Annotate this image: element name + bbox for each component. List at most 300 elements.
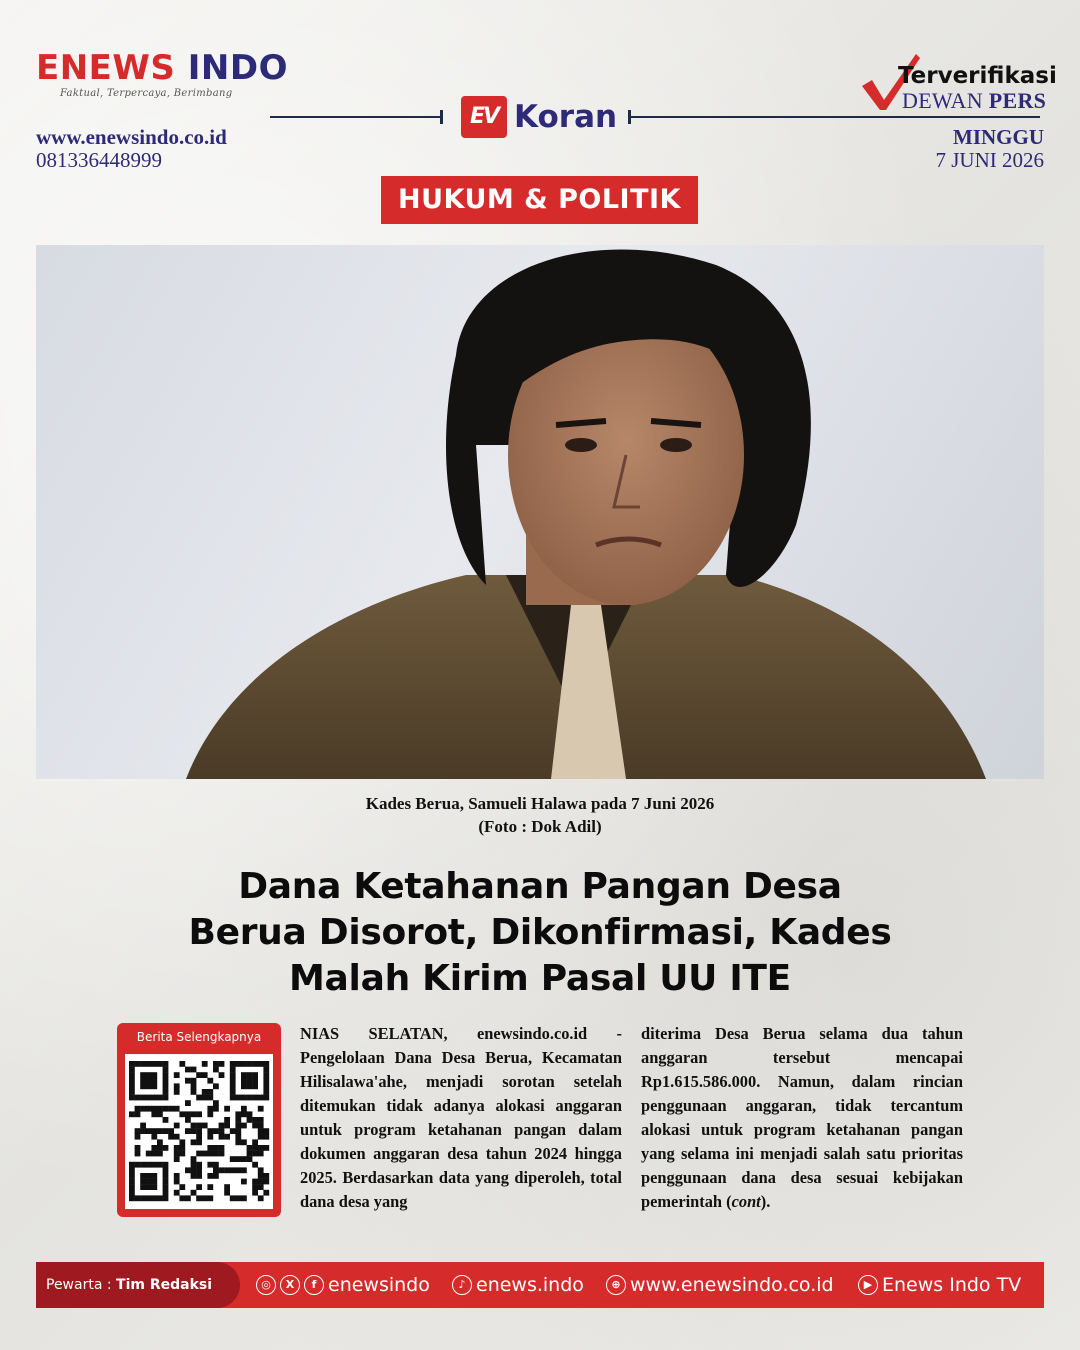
qr-module: [129, 1089, 135, 1095]
qr-module: [202, 1089, 208, 1095]
qr-module: [213, 1173, 219, 1179]
qr-module: [191, 1123, 197, 1129]
header-rule-cap-left: [440, 110, 443, 124]
qr-module: [252, 1072, 258, 1078]
qr-module: [163, 1173, 169, 1179]
qr-module: [179, 1151, 185, 1157]
qr-module: [140, 1179, 146, 1185]
qr-module: [207, 1078, 213, 1084]
qr-module: [202, 1072, 208, 1078]
qr-module: [196, 1072, 202, 1078]
byline-label: Pewarta :: [46, 1277, 117, 1293]
qr-module: [263, 1128, 269, 1134]
qr-module: [174, 1173, 180, 1179]
youtube-icon[interactable]: ▶: [858, 1275, 878, 1295]
qr-module: [185, 1167, 191, 1173]
qr-code-icon[interactable]: [125, 1054, 273, 1209]
qr-module: [146, 1072, 152, 1078]
qr-module: [241, 1195, 247, 1201]
qr-module: [135, 1111, 141, 1117]
ev-logo-icon: EV: [461, 96, 507, 138]
qr-module: [247, 1083, 253, 1089]
qr-module: [174, 1134, 180, 1140]
qr-module: [174, 1156, 180, 1162]
qr-module: [207, 1151, 213, 1157]
qr-module: [135, 1151, 141, 1157]
qr-module: [151, 1134, 157, 1140]
qr-module: [146, 1151, 152, 1157]
column2-end: ).: [760, 1192, 771, 1211]
qr-module: [151, 1195, 157, 1201]
qr-module: [151, 1173, 157, 1179]
x-icon[interactable]: X: [280, 1275, 300, 1295]
qr-module: [157, 1095, 163, 1101]
qr-module: [129, 1095, 135, 1101]
qr-module: [258, 1128, 264, 1134]
day-text: MINGGU: [953, 125, 1044, 149]
qr-module: [185, 1128, 191, 1134]
qr-module: [196, 1167, 202, 1173]
header-rule-right: [630, 116, 1040, 118]
qr-module: [207, 1111, 213, 1117]
qr-module: [146, 1195, 152, 1201]
qr-module: [247, 1078, 253, 1084]
qr-module: [252, 1145, 258, 1151]
qr-module: [258, 1134, 264, 1140]
qr-module: [163, 1195, 169, 1201]
qr-module: [258, 1095, 264, 1101]
qr-module: [258, 1145, 264, 1151]
qr-module: [241, 1083, 247, 1089]
qr-module: [230, 1089, 236, 1095]
youtube-name[interactable]: Enews Indo TV: [882, 1274, 1022, 1296]
qr-module: [241, 1095, 247, 1101]
qr-module: [135, 1128, 141, 1134]
qr-module: [224, 1167, 230, 1173]
qr-module: [163, 1162, 169, 1168]
qr-module: [191, 1190, 197, 1196]
qr-module: [163, 1190, 169, 1196]
qr-module: [258, 1184, 264, 1190]
qr-module: [174, 1106, 180, 1112]
qr-module: [241, 1111, 247, 1117]
qr-module: [163, 1067, 169, 1073]
qr-module: [163, 1179, 169, 1185]
qr-module: [230, 1195, 236, 1201]
qr-module: [151, 1095, 157, 1101]
qr-module: [163, 1167, 169, 1173]
qr-module: [235, 1095, 241, 1101]
qr-module: [258, 1061, 264, 1067]
qr-module: [151, 1083, 157, 1089]
footer-web[interactable]: www.enewsindo.co.id: [630, 1274, 834, 1296]
qr-module: [135, 1095, 141, 1101]
qr-module: [129, 1184, 135, 1190]
qr-module: [241, 1061, 247, 1067]
qr-module: [219, 1061, 225, 1067]
qr-module: [191, 1156, 197, 1162]
column2-cont: cont: [731, 1192, 761, 1211]
qr-module: [263, 1067, 269, 1073]
qr-module: [163, 1061, 169, 1067]
qr-module: [247, 1095, 253, 1101]
qr-module: [174, 1089, 180, 1095]
qr-module: [258, 1117, 264, 1123]
qr-module: [146, 1179, 152, 1185]
press-council-label: [902, 88, 1046, 114]
qr-module: [252, 1190, 258, 1196]
qr-module: [247, 1061, 253, 1067]
qr-module: [235, 1061, 241, 1067]
qr-module: [263, 1072, 269, 1078]
qr-module: [202, 1095, 208, 1101]
qr-module: [185, 1078, 191, 1084]
qr-module: [241, 1078, 247, 1084]
qr-label: Berita Selengkapnya: [136, 1030, 262, 1044]
qr-module: [146, 1106, 152, 1112]
qr-module: [263, 1089, 269, 1095]
qr-module: [224, 1134, 230, 1140]
qr-module: [247, 1111, 253, 1117]
qr-module: [241, 1072, 247, 1078]
qr-module: [179, 1145, 185, 1151]
qr-module: [219, 1128, 225, 1134]
qr-module: [174, 1151, 180, 1157]
qr-module: [140, 1184, 146, 1190]
headline: [60, 864, 1020, 1002]
qr-module: [196, 1162, 202, 1168]
qr-module: [202, 1061, 208, 1067]
article-column-2: [641, 1022, 963, 1214]
qr-module: [241, 1156, 247, 1162]
qr-module: [235, 1111, 241, 1117]
qr-module: [196, 1195, 202, 1201]
qr-module: [252, 1083, 258, 1089]
qr-module: [219, 1145, 225, 1151]
qr-module: [247, 1072, 253, 1078]
qr-module: [174, 1123, 180, 1129]
qr-module: [140, 1106, 146, 1112]
qr-module: [140, 1078, 146, 1084]
qr-module: [135, 1195, 141, 1201]
social-links[interactable]: [256, 1262, 430, 1308]
qr-module: [235, 1167, 241, 1173]
qr-module: [163, 1089, 169, 1095]
qr-module: [241, 1123, 247, 1129]
qr-module: [135, 1134, 141, 1140]
qr-module: [263, 1190, 269, 1196]
qr-module: [258, 1167, 264, 1173]
qr-module: [129, 1162, 135, 1168]
website-text: www.enewsindo.co.id: [36, 125, 227, 149]
qr-module: [174, 1179, 180, 1185]
qr-module: [196, 1095, 202, 1101]
qr-module: [146, 1083, 152, 1089]
qr-module: [230, 1083, 236, 1089]
qr-module: [157, 1151, 163, 1157]
qr-module: [140, 1123, 146, 1129]
qr-module: [151, 1061, 157, 1067]
headline-line2: Berua Disorot, Dikonfirmasi, Kades: [188, 912, 892, 953]
tiktok-link[interactable]: [452, 1262, 584, 1308]
qr-module: [185, 1195, 191, 1201]
qr-module: [174, 1083, 180, 1089]
qr-module: [230, 1078, 236, 1084]
headline-line1: Dana Ketahanan Pangan Desa: [238, 866, 842, 907]
qr-module: [263, 1134, 269, 1140]
qr-module: [179, 1111, 185, 1117]
qr-module: [129, 1083, 135, 1089]
council-part2: PERS: [988, 88, 1047, 113]
qr-module: [129, 1111, 135, 1117]
qr-module: [213, 1162, 219, 1168]
qr-module: [252, 1139, 258, 1145]
qr-module: [263, 1145, 269, 1151]
qr-module: [258, 1173, 264, 1179]
byline-name: Tim Redaksi: [116, 1277, 213, 1293]
qr-module: [230, 1095, 236, 1101]
article-photo: [36, 245, 1044, 779]
qr-module: [140, 1095, 146, 1101]
instagram-icon[interactable]: ◎: [256, 1275, 276, 1295]
qr-module: [241, 1106, 247, 1112]
qr-module: [135, 1061, 141, 1067]
council-part1: DEWAN: [902, 88, 983, 113]
qr-module: [196, 1173, 202, 1179]
qr-module: [252, 1184, 258, 1190]
globe-icon[interactable]: ⊕: [606, 1275, 626, 1295]
qr-module: [191, 1067, 197, 1073]
qr-module: [235, 1134, 241, 1140]
qr-module: [207, 1145, 213, 1151]
qr-module: [140, 1072, 146, 1078]
qr-module: [258, 1151, 264, 1157]
qr-module: [140, 1128, 146, 1134]
qr-module: [230, 1128, 236, 1134]
qr-module: [146, 1128, 152, 1134]
brand-part2: INDO: [187, 48, 288, 88]
qr-module: [258, 1179, 264, 1185]
qr-module: [191, 1111, 197, 1117]
qr-module: [146, 1162, 152, 1168]
tiktok-icon[interactable]: ♪: [452, 1275, 472, 1295]
qr-module: [252, 1078, 258, 1084]
qr-module: [207, 1106, 213, 1112]
qr-module: [213, 1061, 219, 1067]
qr-module: [230, 1072, 236, 1078]
qr-module: [202, 1123, 208, 1129]
qr-module: [163, 1145, 169, 1151]
headline-line3: Malah Kirim Pasal UU ITE: [289, 958, 791, 999]
qr-module: [163, 1072, 169, 1078]
qr-module: [163, 1083, 169, 1089]
qr-module: [140, 1061, 146, 1067]
qr-module: [235, 1156, 241, 1162]
qr-module: [247, 1117, 253, 1123]
qr-module: [157, 1139, 163, 1145]
qr-module: [219, 1123, 225, 1129]
qr-module: [157, 1061, 163, 1067]
qr-module: [174, 1190, 180, 1196]
qr-module: [252, 1095, 258, 1101]
qr-module: [235, 1195, 241, 1201]
qr-module: [258, 1106, 264, 1112]
qr-module: [252, 1123, 258, 1129]
qr-module: [258, 1195, 264, 1201]
qr-module: [196, 1139, 202, 1145]
qr-module: [163, 1128, 169, 1134]
article-column-1: NIAS SELATAN, enewsindo.co.id - Pengelolaan Dana Desa Berua, Kecamatan Hilisalawa'ahe, menjadi sorotan setelah ditemukan tidak adanya alokasi anggaran untuk program ketahanan pangan dalam dokumen anggaran desa tahun 2024 hingga 2025. Berdasarkan data yang diperoleh, total dana desa yang: [300, 1024, 622, 1211]
qr-module: [247, 1145, 253, 1151]
social-handle[interactable]: enewsindo: [328, 1274, 430, 1296]
qr-module: [129, 1179, 135, 1185]
brand-part1: ENEWS: [36, 48, 176, 88]
qr-module: [263, 1179, 269, 1185]
qr-module: [168, 1106, 174, 1112]
qr-module: [129, 1167, 135, 1173]
qr-module: [135, 1106, 141, 1112]
qr-module: [263, 1083, 269, 1089]
qr-module: [213, 1128, 219, 1134]
qr-module: [151, 1179, 157, 1185]
qr-module: [252, 1151, 258, 1157]
qr-module: [263, 1078, 269, 1084]
qr-module: [263, 1173, 269, 1179]
qr-module: [241, 1167, 247, 1173]
qr-module: [252, 1117, 258, 1123]
qr-module: [151, 1151, 157, 1157]
qr-module: [196, 1128, 202, 1134]
qr-module: [196, 1123, 202, 1129]
qr-module: [224, 1184, 230, 1190]
website-link[interactable]: [606, 1262, 834, 1308]
date-text: 7 JUNI 2026: [935, 148, 1044, 172]
qr-module: [196, 1184, 202, 1190]
qr-module: [179, 1195, 185, 1201]
qr-module: [241, 1179, 247, 1185]
qr-module: [263, 1095, 269, 1101]
photo-caption: [0, 792, 1080, 838]
qr-module: [196, 1151, 202, 1157]
caption-line2: (Foto : Dok Adil): [478, 817, 602, 836]
byline: [36, 1262, 240, 1308]
qr-module: [140, 1083, 146, 1089]
qr-module: [151, 1078, 157, 1084]
qr-module: [129, 1173, 135, 1179]
qr-module: [235, 1139, 241, 1145]
qr-module: [151, 1184, 157, 1190]
qr-module: [163, 1117, 169, 1123]
qr-module: [252, 1179, 258, 1185]
qr-module: [146, 1078, 152, 1084]
qr-module: [235, 1128, 241, 1134]
qr-module: [219, 1167, 225, 1173]
qr-module: [207, 1128, 213, 1134]
qr-module: [163, 1095, 169, 1101]
qr-module: [219, 1072, 225, 1078]
qr-module: [219, 1134, 225, 1140]
qr-module: [191, 1139, 197, 1145]
qr-module: [219, 1151, 225, 1157]
qr-module: [252, 1162, 258, 1168]
qr-module: [207, 1089, 213, 1095]
qr-module: [252, 1061, 258, 1067]
qr-module: [207, 1162, 213, 1168]
qr-module: [213, 1145, 219, 1151]
qr-module: [224, 1123, 230, 1129]
qr-module: [207, 1134, 213, 1140]
youtube-link[interactable]: [858, 1262, 1021, 1308]
qr-module: [213, 1106, 219, 1112]
qr-module: [129, 1195, 135, 1201]
qr-module: [146, 1184, 152, 1190]
qr-module: [191, 1128, 197, 1134]
category-badge: HUKUM & POLITIK: [381, 176, 698, 224]
qr-module: [191, 1078, 197, 1084]
verified-label: Terverifikasi: [898, 63, 1057, 89]
qr-module: [207, 1195, 213, 1201]
qr-module: [157, 1128, 163, 1134]
qr-module: [146, 1095, 152, 1101]
edition-label: Koran: [514, 99, 618, 135]
qr-module: [185, 1117, 191, 1123]
qr-module: [157, 1162, 163, 1168]
qr-module: [179, 1184, 185, 1190]
qr-module: [191, 1089, 197, 1095]
qr-module: [213, 1067, 219, 1073]
qr-module: [135, 1145, 141, 1151]
qr-module: [191, 1083, 197, 1089]
qr-module: [179, 1061, 185, 1067]
qr-module: [140, 1195, 146, 1201]
qr-module: [224, 1190, 230, 1196]
qr-module: [263, 1061, 269, 1067]
qr-module: [157, 1111, 163, 1117]
qr-module: [163, 1078, 169, 1084]
facebook-icon[interactable]: f: [304, 1275, 324, 1295]
column2-main: diterima Desa Berua selama dua tahun anggaran tersebut mencapai Rp1.615.586.000. Namun, dalam rincian penggunaan anggaran, tidak tercantum alokasi untuk program ketahanan pangan yang selama ini menjadi salah satu prioritas penggunaan dana desa sesuai kebijakan pemerintah (: [641, 1024, 963, 1211]
qr-module: [230, 1067, 236, 1073]
qr-module: [213, 1151, 219, 1157]
qr-module: [174, 1145, 180, 1151]
qr-module: [258, 1123, 264, 1129]
tiktok-handle[interactable]: enews.indo: [476, 1274, 584, 1296]
phone-text: 081336448999: [36, 148, 162, 172]
qr-module: [163, 1106, 169, 1112]
qr-module: [135, 1162, 141, 1168]
qr-module: [202, 1151, 208, 1157]
qr-module: [157, 1106, 163, 1112]
qr-module: [207, 1173, 213, 1179]
qr-module: [213, 1167, 219, 1173]
qr-module: [129, 1078, 135, 1084]
qr-module: [191, 1167, 197, 1173]
qr-module: [235, 1123, 241, 1129]
qr-module: [196, 1134, 202, 1140]
qr-module: [230, 1156, 236, 1162]
qr-module: [196, 1111, 202, 1117]
qr-module: [174, 1072, 180, 1078]
qr-module: [207, 1095, 213, 1101]
qr-module: [213, 1083, 219, 1089]
qr-module: [151, 1072, 157, 1078]
qr-module: [224, 1117, 230, 1123]
qr-module: [157, 1145, 163, 1151]
qr-module: [163, 1184, 169, 1190]
qr-module: [179, 1139, 185, 1145]
qr-module: [129, 1067, 135, 1073]
qr-module: [140, 1162, 146, 1168]
